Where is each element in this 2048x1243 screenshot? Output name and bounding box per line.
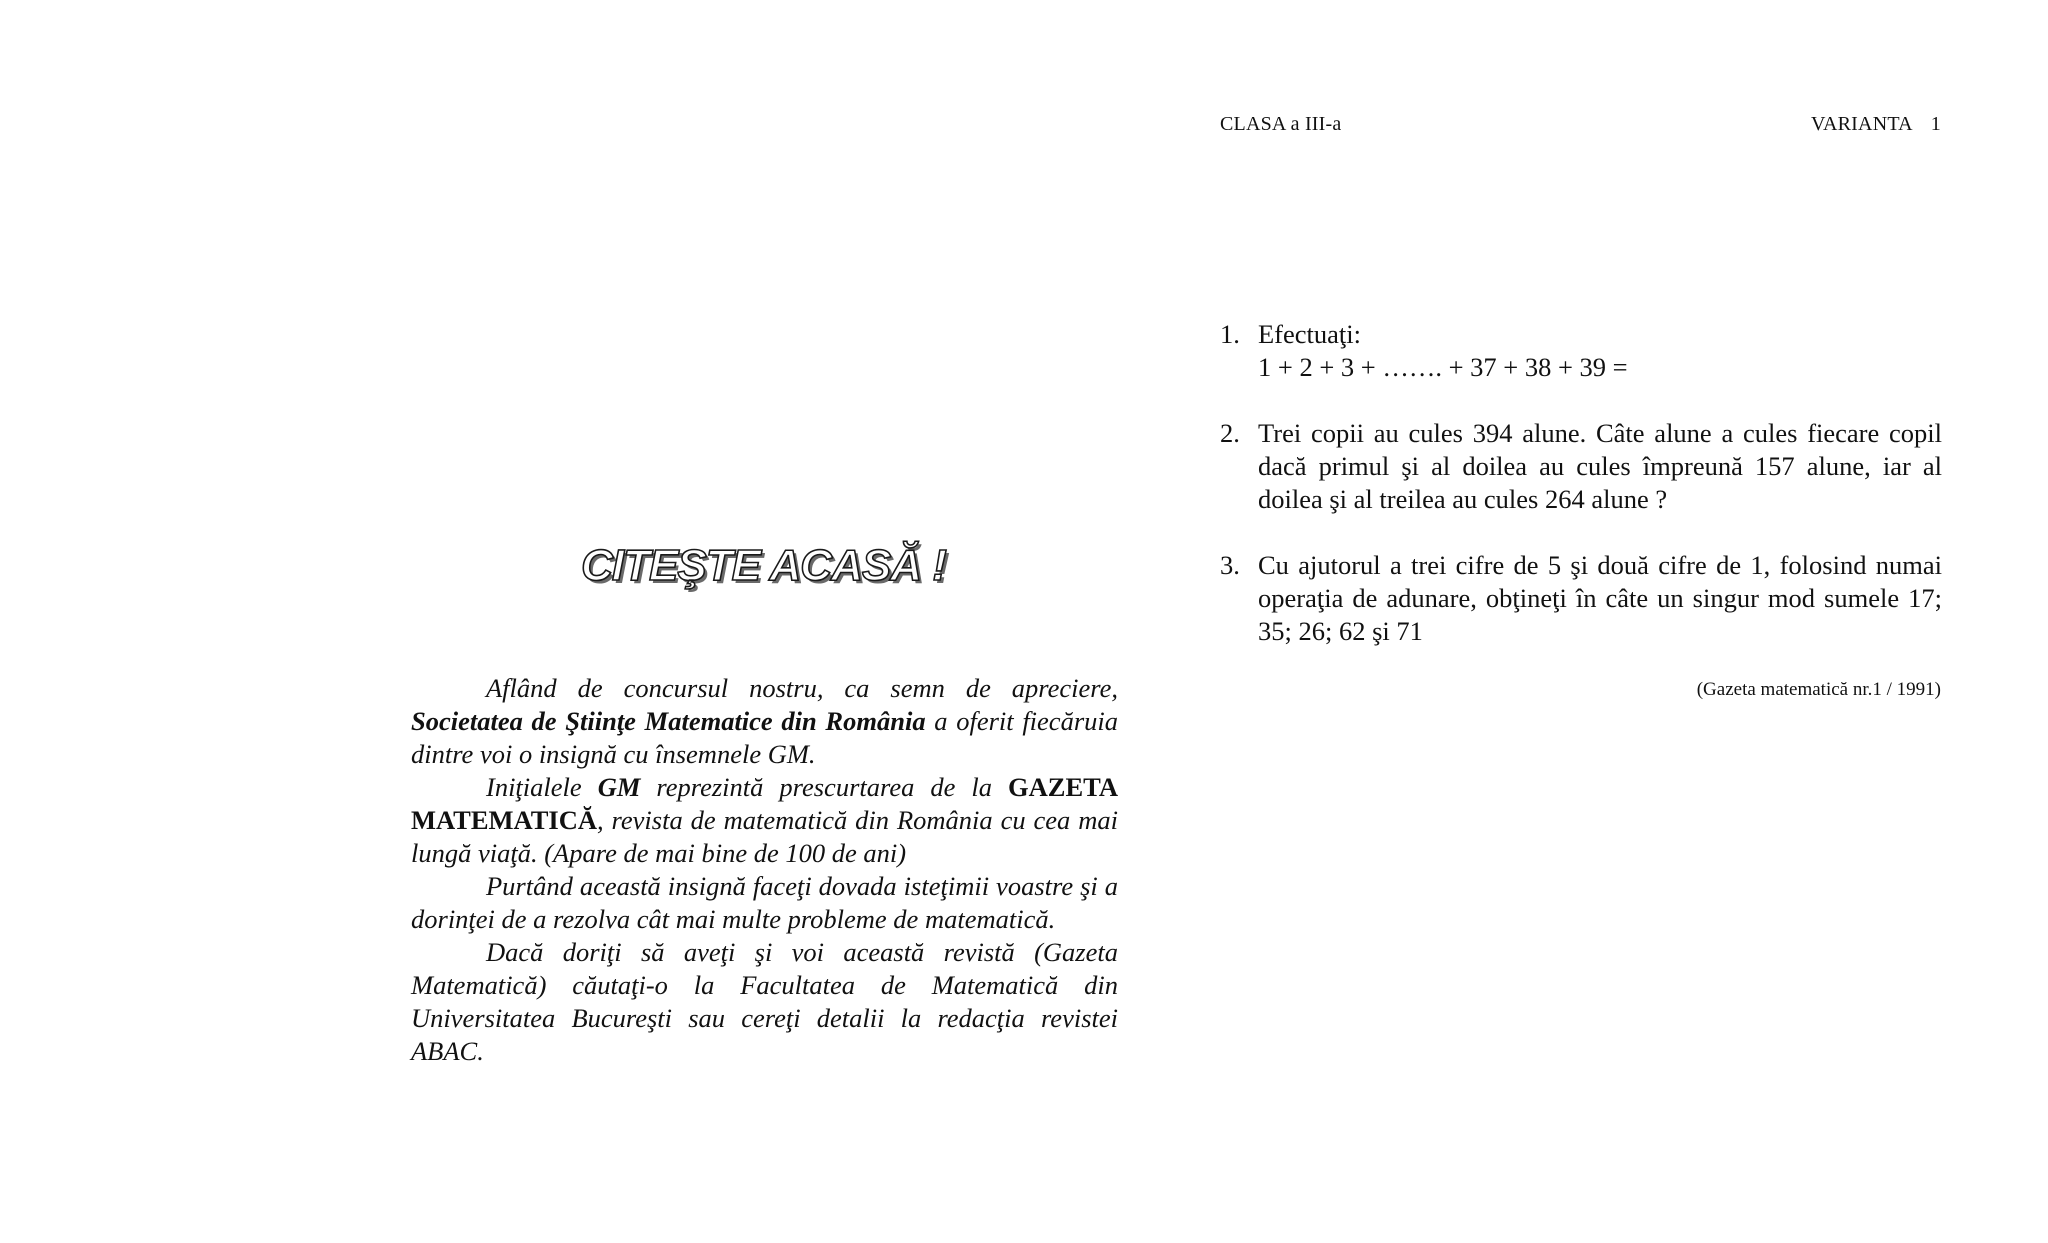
problem-item (1220, 549, 1942, 648)
promo-p1-text-b: a oferit fiecăruia dintre voi o insignă cu însemnele GM. (411, 706, 1118, 769)
class-label: CLASA a III-a (1220, 113, 1342, 135)
variant-label-group (1811, 113, 1941, 136)
promo-p2-text-a: Iniţialele (486, 772, 598, 802)
source-citation: (Gazeta matematică nr.1 / 1991) (1696, 679, 1941, 700)
promo-paragraph-2 (411, 771, 1118, 870)
promo-p1-text-a: Aflând de concursul nostru, ca semn de apreciere, (486, 673, 1118, 703)
promo-paragraph-1 (411, 672, 1118, 771)
problem-1-instruction: Efectuaţi: (1258, 319, 1361, 349)
problem-text (1258, 318, 1942, 384)
variant-number: 1 (1930, 113, 1941, 135)
promo-title: CITEŞTE ACASĂ ! (581, 541, 946, 590)
problem-text: Cu ajutorul a trei cifre de 5 şi două cifre de 1, folosind numai operaţia de adunare, obţineţi în câte un singur mod sumele 17; 35; 26; 62 şi 71 (1258, 550, 1942, 646)
promo-gazeta-name: GAZETA MATEMATICĂ (411, 772, 1118, 835)
problem-list (1220, 318, 1942, 681)
promo-gm-initials: GM (597, 772, 641, 802)
promo-paragraph-4: Dacă doriţi să aveţi şi voi această revistă (Gazeta Matematică) căutaţi-o la Facultatea de Matematică din Universitatea Bucureşti sau cereţi detalii la redacţia revistei ABAC. (411, 937, 1118, 1066)
problem-text: Trei copii au cules 394 alune. Câte alune a cules fiecare copil dacă primul şi al doilea au cules împreună 157 alune, iar al doilea şi al treilea au cules 264 alune ? (1258, 418, 1942, 514)
variant-label: VARIANTA (1810, 113, 1913, 135)
promo-p2-text-b: reprezintă prescurtarea de la (640, 772, 1009, 802)
promo-text (411, 672, 1118, 1068)
promo-p2-text-c: , revista de matematică din România cu cea mai lungă viaţă. (Apare de mai bine de 100 de ani) (411, 805, 1118, 868)
problem-item (1220, 417, 1942, 516)
problem-number: 1. (1220, 319, 1240, 349)
problem-number: 2. (1220, 418, 1240, 448)
problem-number: 3. (1220, 550, 1240, 580)
promo-paragraph-3: Purtând această insignă faceţi dovada isteţimii voastre şi a dorinţei de a rezolva cât mai multe probleme de matematică. (411, 871, 1118, 934)
problem-item (1220, 318, 1942, 384)
problem-1-expression: 1 + 2 + 3 + ……. + 37 + 38 + 39 = (1258, 352, 1628, 382)
promo-society-name: Societatea de Ştiinţe Matematice din România (411, 706, 926, 736)
